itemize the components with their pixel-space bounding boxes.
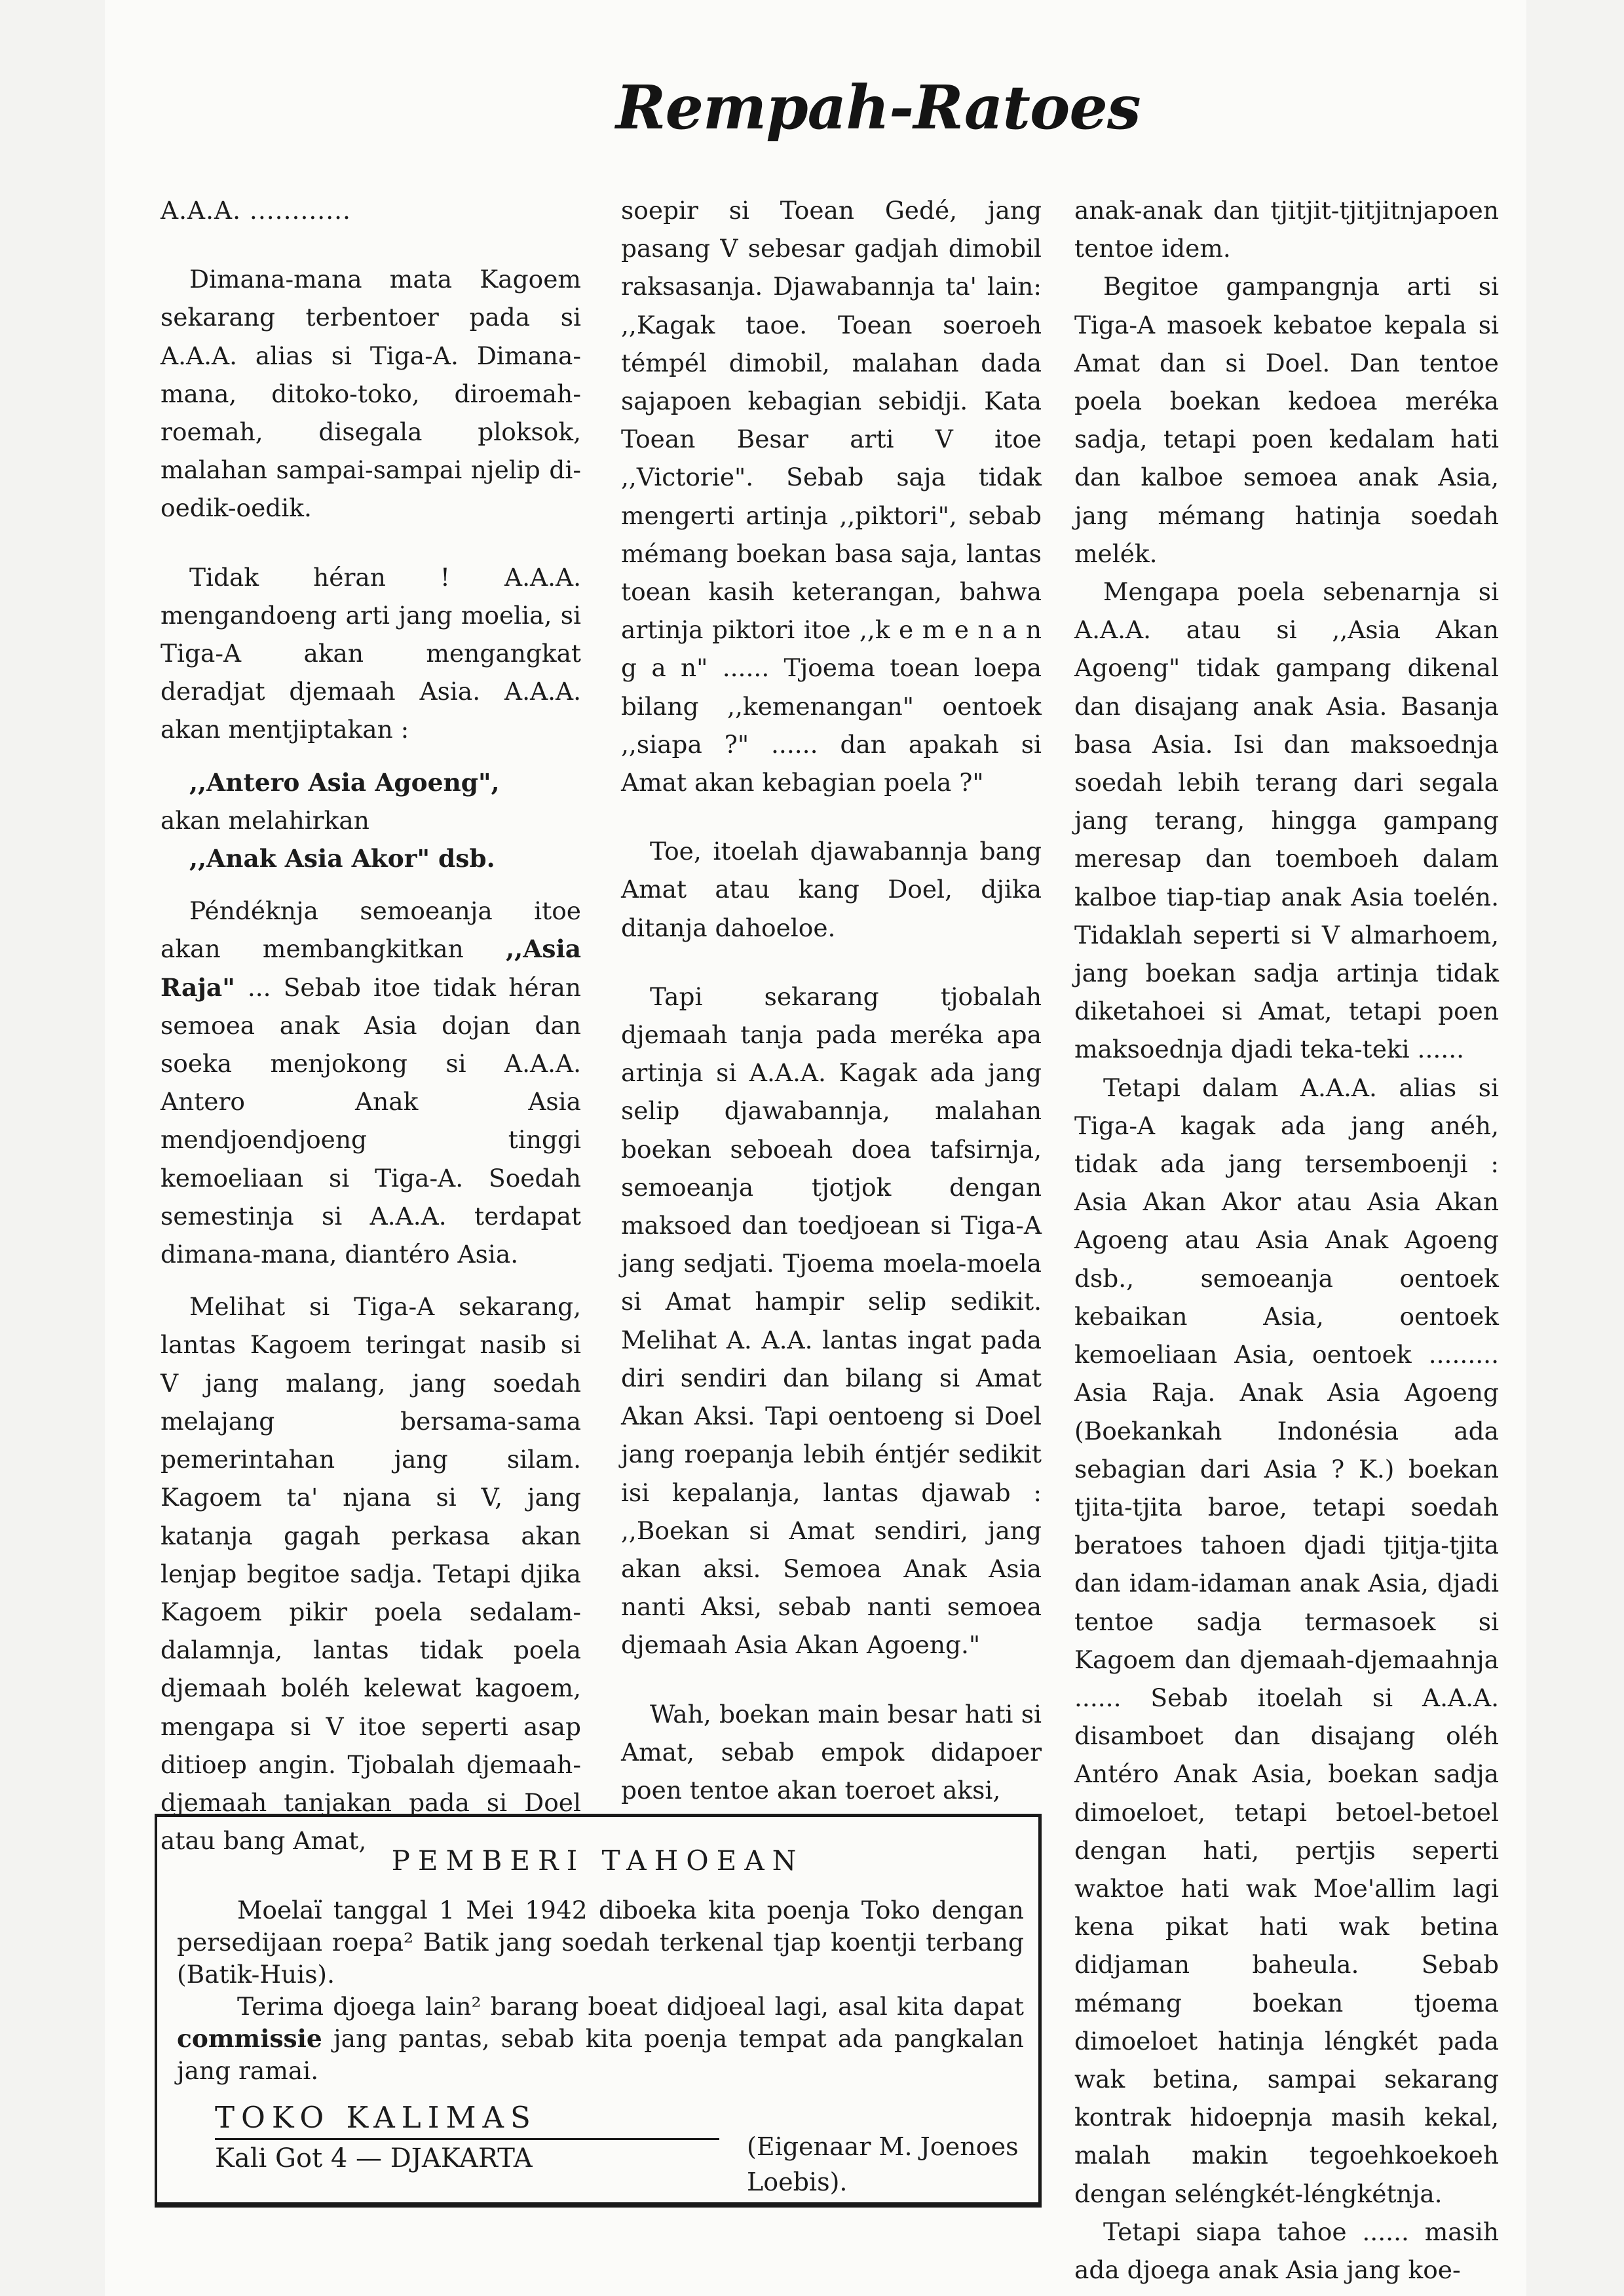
paragraph: Tetapi dalam A.A.A. alias si Tiga-A kagak ada jang anéh, tidak ada jang tersemboenji : Asia Akan Akor atau Asia Akan Agoeng atau Asia Anak Agoeng dsb., semoeanja oentoek kebaikan Asia, oentoek kemoeliaan Asia, oentoek ......... Asia Raja. Anak Asia Agoeng (Boekankah Indonésia ada sebagian dari Asia ? K.) boekan tjita-tjita baroe, tetapi soedah beratoes tahoen djadi tjitja-tjita dan idam-idaman anak Asia, djadi tentoe sadja termasoek si Kagoem dan djemaah-djemaahnja ...... Sebab itoelah si A.A.A. disamboet dan disajang oléh Antéro Anak Asia, boekan sadja dimoeloet, tetapi betoel-betoel dengan hati, pertjis seperti waktoe hati wak Moe'allim lagi kena pikat hati wak betina didjaman baheula. Sebab mémang boekan tjoema dimoeloet hatinja léngkét pada wak betina, sampai sekarang kontrak hidoepnja masih kekal, malah makin tegoehkoekoeh dengan seléngkét-léngkétnja.	[1074, 1073, 1499, 2208]
column-3	[1074, 191, 1499, 2289]
advertisement-paragraph: Moelaï tanggal 1 Mei 1942 diboeka kita poenja Toko dengan persedijaan roepa² Batik jang soedah terkenal tjap koentji terbang (Batik-Huis).	[177, 1896, 1024, 1989]
paragraph: Tidak héran ! A.A.A. mengandoeng arti jang moelia, si Tiga-A akan mengangkat deradjat djemaah Asia. A.A.A. akan mentjiptakan :	[161, 562, 581, 744]
column-2	[621, 191, 1042, 1809]
paragraph: Tetapi siapa tahoe ...... masih ada djoega anak Asia jang koe-	[1074, 2217, 1499, 2284]
shop-name: TOKO KALIMAS	[215, 2100, 537, 2135]
shop-address: Kali Got 4 — DJAKARTA	[215, 2143, 533, 2173]
paragraph: Tapi sekarang tjobalah djemaah tanja pada meréka apa artinja si A.A.A. Kagak ada jang selip djawabannja, malahan boekan seboeah doea tafsirnja, semoeanja tjotjok dengan maksoed dan toedjoean si Tiga-A jang sedjati. Tjoema moela-moela si Amat hampir selip sedikit. Melihat A. A.A. lantas ingat pada diri sendiri dan bilang si Amat Akan Aksi. Tapi oentoeng si Doel jang roepanja lebih éntjér sedikit isi kepalanja, lantas djawab : ,,Boekan si Amat sendiri, jang akan aksi. Semoea Anak Asia nanti Aksi, sebab nanti semoea djemaah Asia Akan Agoeng."	[621, 982, 1042, 1660]
column-masthead: Rempah-Ratoes	[616, 72, 1141, 143]
advertisement-box	[155, 1814, 1042, 2208]
article-heading: A.A.A. ............	[161, 196, 351, 225]
divider	[215, 2138, 719, 2140]
paragraph: Melihat si Tiga-A sekarang, lantas Kagoem teringat nasib si V jang malang, jang soedah melajang bersama-sama pemerintahan jang silam. Kagoem ta' njana si V, jang katanja gagah perkasa akan lenjap begitoe sadja. Tetapi djika Kagoem pikir poela sedalam-dalamnja, lantas tidak poela djemaah boléh kelewat kagoem, mengapa si V itoe seperti asap ditioep angin. Tjobalah djemaah-djemaah tanjakan pada si Doel atau bang Amat,	[161, 1292, 581, 1856]
slogan-antero-asia-agoeng: ,,Antero Asia Agoeng",	[189, 767, 500, 797]
paragraph: Wah, boekan main besar hati si Amat, sebab empok didapoer poen tentoe akan toeroet aksi,	[621, 1699, 1042, 1805]
paragraph: akan melahirkan	[161, 805, 369, 835]
commissie-term: commissie	[177, 2024, 322, 2053]
paragraph: Begitoe gampangnja arti si Tiga-A masoek kebatoe kepala si Amat dan si Doel. Dan tentoe poela boekan kedoea meréka sadja, tetapi poen kedalam hati dan kalboe semoea anak Asia, jang mémang hatinja soedah melék.	[1074, 272, 1499, 568]
paragraph: soepir si Toean Gedé, jang pasang V sebesar gadjah dimobil raksasanja. Djawabannja ta' lain: ,,Kagak taoe. Toean soeroeh témpél dimobil, malahan dada sajapoen kebagian sebidji. Kata Toean Besar arti V itoe ,,Victorie". Sebab saja tidak mengerti artinja ,,piktori", sebab mémang boekan basa saja, lantas toean kasih keterangan, bahwa artinja piktori itoe ,,k e m e n a n g a n" ...... Tjoema toean loepa bilang ,,kemenangan" oentoek ,,siapa ?" ...... dan apakah si Amat akan kebagian poela ?"	[621, 196, 1042, 797]
paragraph: anak-anak dan tjitjit-tjitjitnjapoen tentoe idem.	[1074, 196, 1499, 263]
shop-owner: (Eigenaar M. Joenoes Loebis).	[747, 2132, 1019, 2196]
paragraph: Péndéknja semoeanja itoe akan membangkitkan ,,Asia Raja" ... Sebab itoe tidak héran semoea anak Asia dojan dan soeka menjokong si A.A.A. Antero Anak Asia mendjoendjoeng tinggi kemoeliaan si Tiga-A. Soedah semestinja si A.A.A. terdapat dimana-mana, diantéro Asia.	[161, 896, 581, 1269]
advertisement-paragraph: Terima djoega lain² barang boeat didjoeal lagi, asal kita dapat commissie jang pantas, sebab kita poenja tempat ada pangkalan jang ramai.	[177, 1992, 1024, 2085]
advertisement-title: PEMBERI TAHOEAN	[391, 1845, 804, 1877]
paragraph: Mengapa poela sebenarnja si A.A.A. atau si ,,Asia Akan Agoeng" tidak gampang dikenal dan disajang anak Asia. Basanja basa Asia. Isi dan maksoednja soedah lebih terang dari segala jang terang, hingga gampang meresap dan toemboeh dalam kalboe tiap-tiap anak Asia toelén. Tidaklah seperti si V almarhoem, jang boekan sadja artinja tidak diketahoei si Amat, tetapi poen maksoednja djadi teka-teki ......	[1074, 577, 1499, 1064]
column-1	[161, 191, 581, 1860]
advertisement-body	[177, 1894, 1024, 2087]
slogan-anak-asia-akor: ,,Anak Asia Akor" dsb.	[189, 844, 495, 873]
slogan-asia-raja: ,,Asia Raja"	[161, 934, 581, 1002]
paragraph: Toe, itoelah djawabannja bang Amat atau kang Doel, djika ditanja dahoeloe.	[621, 837, 1042, 942]
paragraph: Dimana-mana mata Kagoem sekarang terbentoer pada si A.A.A. alias si Tiga-A. Dimana-mana, ditoko-toko, diroemah-roemah, disegala ploksok, malahan sampai-sampai njelip di-oedik-oedik.	[161, 265, 581, 523]
